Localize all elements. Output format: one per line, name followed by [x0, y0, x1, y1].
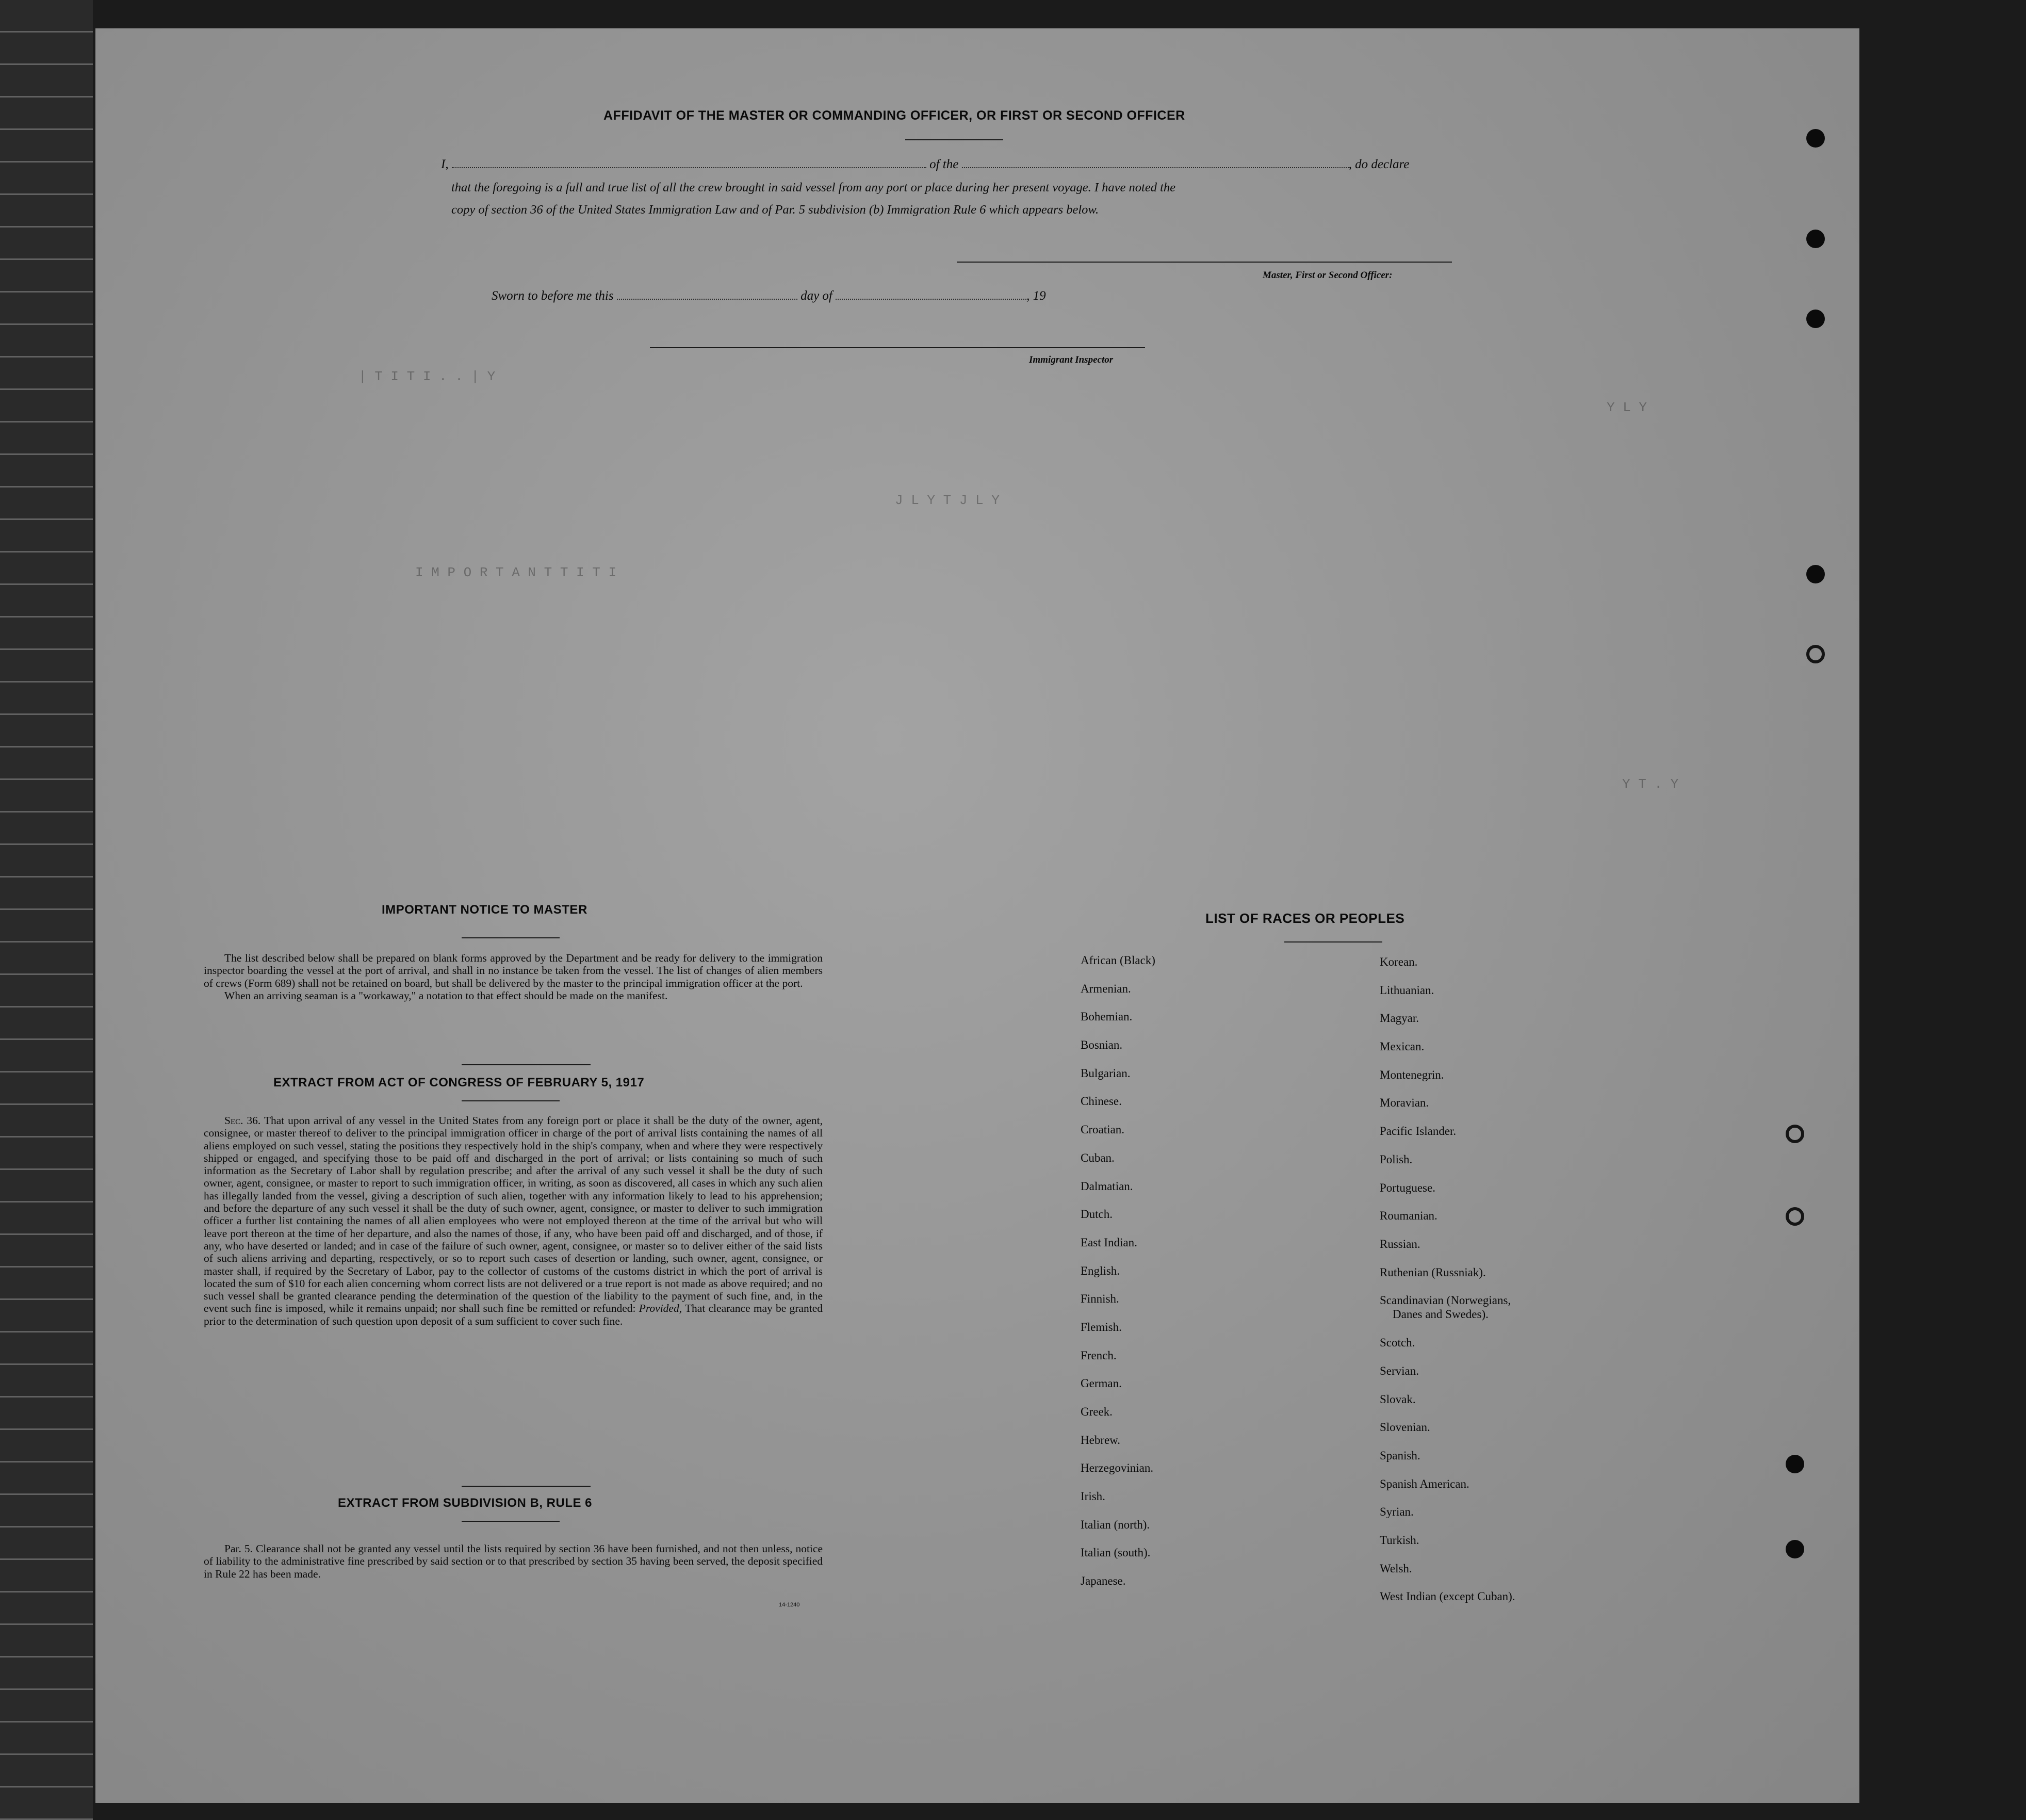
race-item: Japanese. [1081, 1574, 1126, 1588]
binder-hole [1806, 310, 1825, 328]
race-item: Italian (north). [1081, 1518, 1150, 1531]
race-item: Montenegrin. [1380, 1068, 1444, 1081]
divider [462, 1521, 560, 1522]
notice-title: IMPORTANT NOTICE TO MASTER [382, 903, 587, 917]
race-item: Bosnian. [1081, 1038, 1123, 1052]
race-item: Cuban. [1081, 1151, 1115, 1164]
divider [462, 1486, 591, 1487]
race-item: Pacific Islander. [1380, 1125, 1457, 1138]
race-item: Syrian. [1380, 1505, 1414, 1519]
inspector-caption: Immigrant Inspector [1029, 354, 1114, 365]
divider [462, 937, 560, 938]
inspector-signature-line[interactable] [650, 347, 1145, 348]
race-item: Bohemian. [1081, 1010, 1133, 1023]
race-item: French. [1081, 1348, 1117, 1362]
race-item: Portuguese. [1380, 1181, 1435, 1194]
divider [462, 1100, 560, 1101]
race-item: Dutch. [1081, 1208, 1113, 1221]
act-title: EXTRACT FROM ACT OF CONGRESS OF FEBRUARY 5, 1917 [273, 1076, 645, 1090]
race-item: Ruthenian (Russniak). [1380, 1265, 1486, 1279]
race-item: Slovak. [1380, 1392, 1416, 1406]
form-number: 14-1240 [779, 1602, 800, 1608]
race-item: Croatian. [1081, 1123, 1124, 1136]
sworn-line [492, 289, 1046, 303]
binder-hole [1786, 1207, 1804, 1226]
race-item: Mexican. [1380, 1040, 1425, 1053]
race-item: Servian. [1380, 1364, 1419, 1377]
notice-paragraph: The list described below shall be prepared on blank forms approved by the Department and be ready for delivery to the immigration inspector boarding the vessel at the port of arrival, and shall in no instance be taken from the vessel. The list of changes of alien members of crews (Form 689) shall not be retained on board, but shall be delivered by the master to the principal immigration officer at the port. [204, 952, 823, 989]
section-text-end: That clearance may be granted prior to the determination of such question upon deposit of a sum sufficient to cover such fine. [204, 1302, 823, 1327]
race-item: Scandinavian (Norwegians, [1380, 1294, 1511, 1307]
affidavit-i-label: I, [441, 157, 449, 171]
races-title: LIST OF RACES OR PEOPLES [1205, 911, 1405, 926]
race-item: Korean. [1380, 955, 1418, 968]
day-of-label: day of [800, 289, 832, 303]
race-item: Greek. [1081, 1405, 1113, 1418]
binder-hole [1806, 129, 1825, 148]
sworn-month-field[interactable] [836, 299, 1026, 300]
act-body [204, 1114, 823, 1327]
master-caption: Master, First or Second Officer: [1263, 270, 1393, 281]
race-item: Armenian. [1081, 982, 1131, 995]
binder-hole [1806, 645, 1825, 663]
signature-line[interactable] [957, 262, 1452, 263]
vessel-field[interactable] [962, 167, 1349, 168]
rule-body: Par. 5. Clearance shall not be granted any vessel until the lists required by section 36 have been furnished, and not then unless, notice of liability to the administrative fine prescribed by said section or to that prescribed by section 35 having been served, the deposit specified in Rule 22 has been made. [204, 1542, 823, 1580]
race-item: Flemish. [1081, 1320, 1122, 1334]
provided-label: Provided, [639, 1302, 682, 1315]
race-item: Spanish American. [1380, 1477, 1469, 1490]
races-column-2 [1380, 948, 1515, 1611]
race-item: Moravian. [1380, 1096, 1429, 1110]
race-item: Danes and Swedes). [1393, 1308, 1489, 1321]
divider [462, 1064, 591, 1065]
race-item: Italian (south). [1081, 1546, 1151, 1559]
divider [1284, 941, 1382, 943]
affidavit-title: AFFIDAVIT OF THE MASTER OR COMMANDING OFFICER, OR FIRST OR SECOND OFFICER [603, 108, 1185, 123]
race-item: Polish. [1380, 1152, 1413, 1166]
binder-hole [1806, 565, 1825, 583]
race-item: Finnish. [1081, 1292, 1119, 1306]
section-label: Sec. 36. [224, 1114, 261, 1127]
affidavit-line-3: copy of section 36 of the United States Immigration Law and of Par. 5 subdivision (b) Immigration Rule 6 which appears below. [451, 203, 1099, 217]
race-item: English. [1081, 1264, 1120, 1277]
race-item: Magyar. [1380, 1012, 1419, 1025]
race-item: Roumanian. [1380, 1209, 1437, 1223]
affidavit-of-label: of the [929, 157, 959, 171]
race-item: Chinese. [1081, 1095, 1122, 1108]
notice-body [204, 952, 823, 1002]
bleed-through-marks: | T I T I . . | Y [358, 369, 496, 384]
binder-hole [1806, 230, 1825, 248]
divider [905, 139, 1003, 140]
bleed-through-marks: J L Y T J L Y [895, 493, 1000, 508]
race-item: East Indian. [1081, 1236, 1137, 1249]
race-item: Turkish. [1380, 1534, 1419, 1547]
race-item: Spanish. [1380, 1449, 1420, 1462]
rule-title: EXTRACT FROM SUBDIVISION B, RULE 6 [338, 1496, 593, 1510]
binder-hole [1786, 1125, 1804, 1143]
race-item: Slovenian. [1380, 1421, 1430, 1434]
race-item: Lithuanian. [1380, 983, 1434, 997]
bleed-through-marks: Y L Y [1607, 400, 1647, 415]
races-column-1 [1081, 947, 1155, 1596]
bleed-through-marks: I M P O R T A N T T I T I [415, 565, 617, 580]
year-label: , 19 [1026, 289, 1046, 303]
ledger-edge [0, 0, 93, 1820]
race-item: Hebrew. [1081, 1433, 1121, 1447]
race-item: Scotch. [1380, 1336, 1415, 1350]
sworn-day-field[interactable] [617, 299, 797, 300]
name-field[interactable] [452, 167, 926, 168]
race-item: Russian. [1380, 1237, 1420, 1250]
notice-paragraph: When an arriving seaman is a "workaway," a notation to that effect should be made on the manifest. [224, 989, 668, 1002]
affidavit-declare-label: , do declare [1348, 157, 1410, 171]
affidavit-line-2: that the foregoing is a full and true list of all the crew brought in said vessel from any port or place during her present voyage. I have noted the [451, 181, 1176, 194]
race-item: African (Black) [1081, 954, 1155, 967]
binder-hole [1786, 1540, 1804, 1558]
race-item: Dalmatian. [1081, 1179, 1133, 1193]
race-item: Herzegovinian. [1081, 1461, 1154, 1475]
race-item: German. [1081, 1377, 1122, 1390]
sworn-label: Sworn to before me this [492, 289, 614, 303]
race-item: Bulgarian. [1081, 1066, 1131, 1080]
form-page [95, 28, 1859, 1803]
race-item: West Indian (except Cuban). [1380, 1590, 1515, 1603]
binder-hole [1786, 1455, 1804, 1473]
affidavit-line-1 [441, 157, 1409, 172]
race-item: Welsh. [1380, 1562, 1412, 1575]
bleed-through-marks: Y T . Y [1622, 776, 1679, 792]
race-item: Irish. [1081, 1490, 1105, 1503]
section-text: That upon arrival of any vessel in the United States from any foreign port or place it shall be the duty of the owner, agent, consignee, or master thereof to deliver to the principal immigration officer in charge of the port of arrival lists containing the names of all aliens employed on such vessel, stating the positions they respectively hold in the ship's company, when and where they were respectively shipped or engaged, and specifying those to be paid off and discharged in the port of arrival; or lists containing so much of such information as the Secretary of Labor shall by regulation prescribe; and after the arrival of any such vessel it shall be the duty of such owner, agent, consignee, or master to report to such immigration officer, in writing, as soon as discovered, all cases in which any such alien has illegally landed from the vessel, giving a description of such alien, together with any information likely to lead to his apprehension; and before the departure of any such vessel it shall be the duty of such owner, agent, consignee, or master to deliver to such immigration officer a further list containing the names of all alien employees who were not employed thereon at the time of the arrival but who will leave port thereon at the time of her departure, and also the names of those, if any, who have been paid off and discharged, and of those, if any, who have deserted or landed; and in case of the failure of such owner, agent, consignee, or master so to deliver either of the said lists of such aliens arriving and departing, respectively, or so to report such cases of desertion or landing, such owner, agent, consignee, or master shall, if required by the Secretary of Labor, pay to the collector of customs of the customs district in which the port of arrival is located the sum of $10 for each alien concerning whom correct lists are not delivered or a true report is not made as above required; and no such vessel shall be granted clearance pending the determination of the question of the liability to the payment of such fine, and, in the event such fine is imposed, while it remains unpaid; nor shall such fine be remitted or refunded: [204, 1114, 823, 1315]
